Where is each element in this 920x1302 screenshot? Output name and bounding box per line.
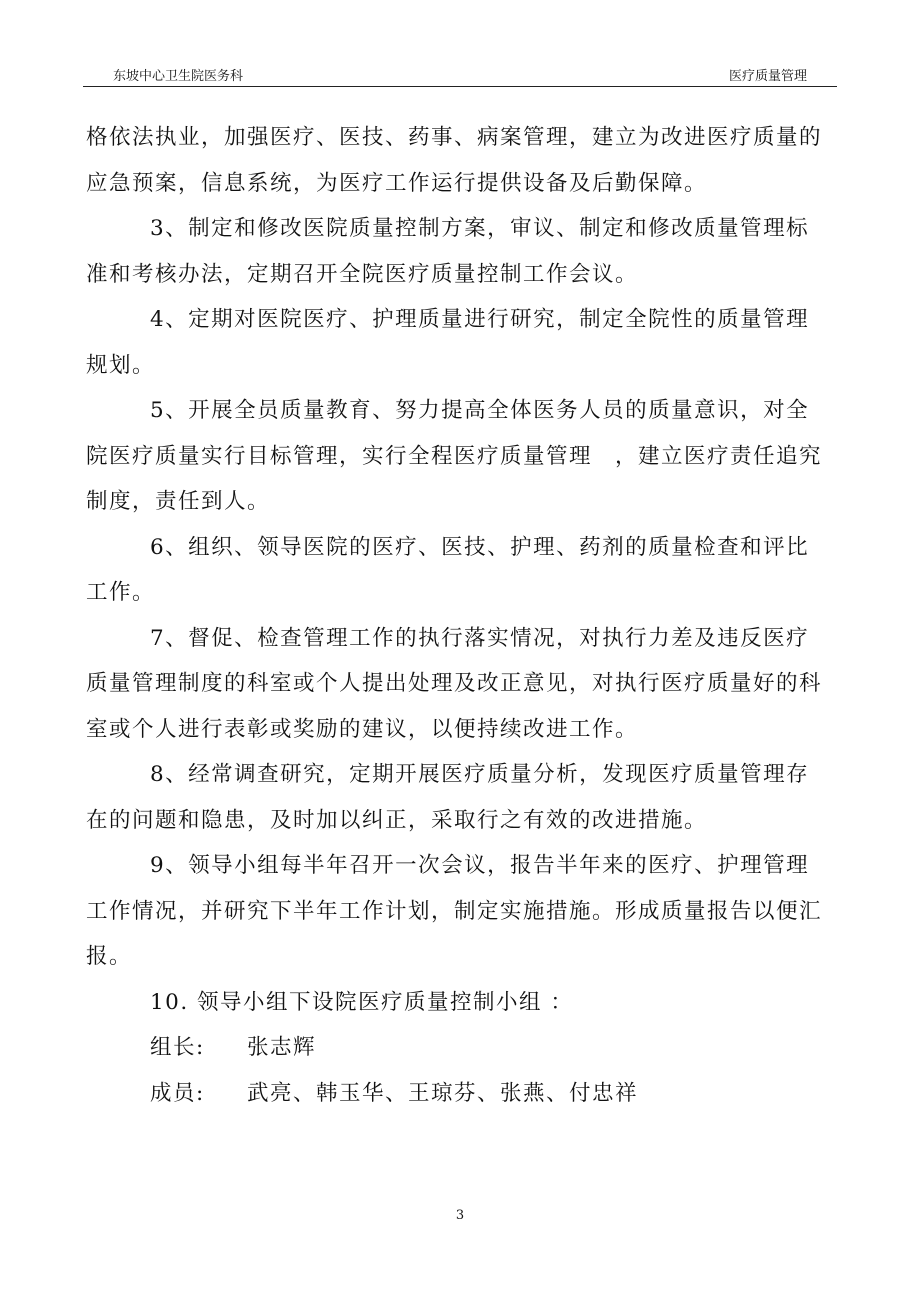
body-line: 5、开展全员质量教育、努力提高全体医务人员的质量意识，对全 bbox=[150, 398, 810, 423]
body-line: 10. 领导小组下设院医疗质量控制小组 ： bbox=[150, 989, 574, 1015]
body-line: 准和考核办法，定期召开全院医疗质量控制工作会议。 bbox=[86, 261, 639, 287]
document-body bbox=[86, 115, 834, 1116]
leader-row bbox=[86, 1025, 834, 1071]
leader-label: 组长: bbox=[150, 1035, 205, 1060]
header-department: 东坡中心卫生院医务科 bbox=[113, 69, 244, 84]
members-names: 武亮、韩玉华、王琼芬、张燕、付忠祥 bbox=[247, 1080, 639, 1106]
body-line: 工作情况，并研究下半年工作计划，制定实施措施。形成质量报告以便汇 bbox=[86, 898, 823, 924]
body-line: 7、督促、检查管理工作的执行落实情况，对执行力差及违反医疗 bbox=[150, 625, 810, 651]
body-line: 在的问题和隐患，及时加以纠正，采取行之有效的改进措施。 bbox=[86, 807, 708, 833]
members-label: 成员: bbox=[150, 1080, 205, 1106]
page-header bbox=[83, 62, 837, 87]
page-number: 3 bbox=[455, 1208, 465, 1223]
leader-name: 张志辉 bbox=[247, 1035, 317, 1060]
body-line: 8、经常调查研究，定期开展医疗质量分析，发现医疗质量管理存 bbox=[150, 762, 810, 787]
body-line: 应急预案，信息系统，为医疗工作运行提供设备及后勤保障。 bbox=[86, 170, 708, 196]
body-line: 6、组织、领导医院的医疗、医技、护理、药剂的质量检查和评比 bbox=[150, 534, 810, 560]
body-line: 4、定期对医院医疗、护理质量进行研究，制定全院性的质量管理 bbox=[150, 307, 810, 332]
body-line: 9、领导小组每半年召开一次会议，报告半年来的医疗、护理管理 bbox=[150, 853, 810, 878]
body-line: 格依法执业，加强医疗、医技、药事、病案管理，建立为改进医疗质量的 bbox=[86, 125, 823, 150]
body-line: 规划。 bbox=[86, 352, 156, 378]
body-line: 质量管理制度的科室或个人提出处理及改正意见，对执行医疗质量好的科 bbox=[86, 671, 823, 696]
body-line: 制度，责任到人。 bbox=[86, 489, 271, 514]
body-line: 院医疗质量实行目标管理，实行全程医疗质量管理 ，建立医疗责任追究 bbox=[86, 443, 823, 469]
body-line: 工作。 bbox=[86, 580, 156, 605]
body-line: 报。 bbox=[86, 944, 133, 969]
header-document-title: 医疗质量管理 bbox=[728, 69, 807, 84]
members-row bbox=[86, 1071, 834, 1117]
body-line: 3、制定和修改医院质量控制方案，审议、制定和修改质量管理标 bbox=[150, 216, 810, 241]
body-line: 室或个人进行表彰或奖励的建议，以便持续改进工作。 bbox=[86, 716, 639, 742]
